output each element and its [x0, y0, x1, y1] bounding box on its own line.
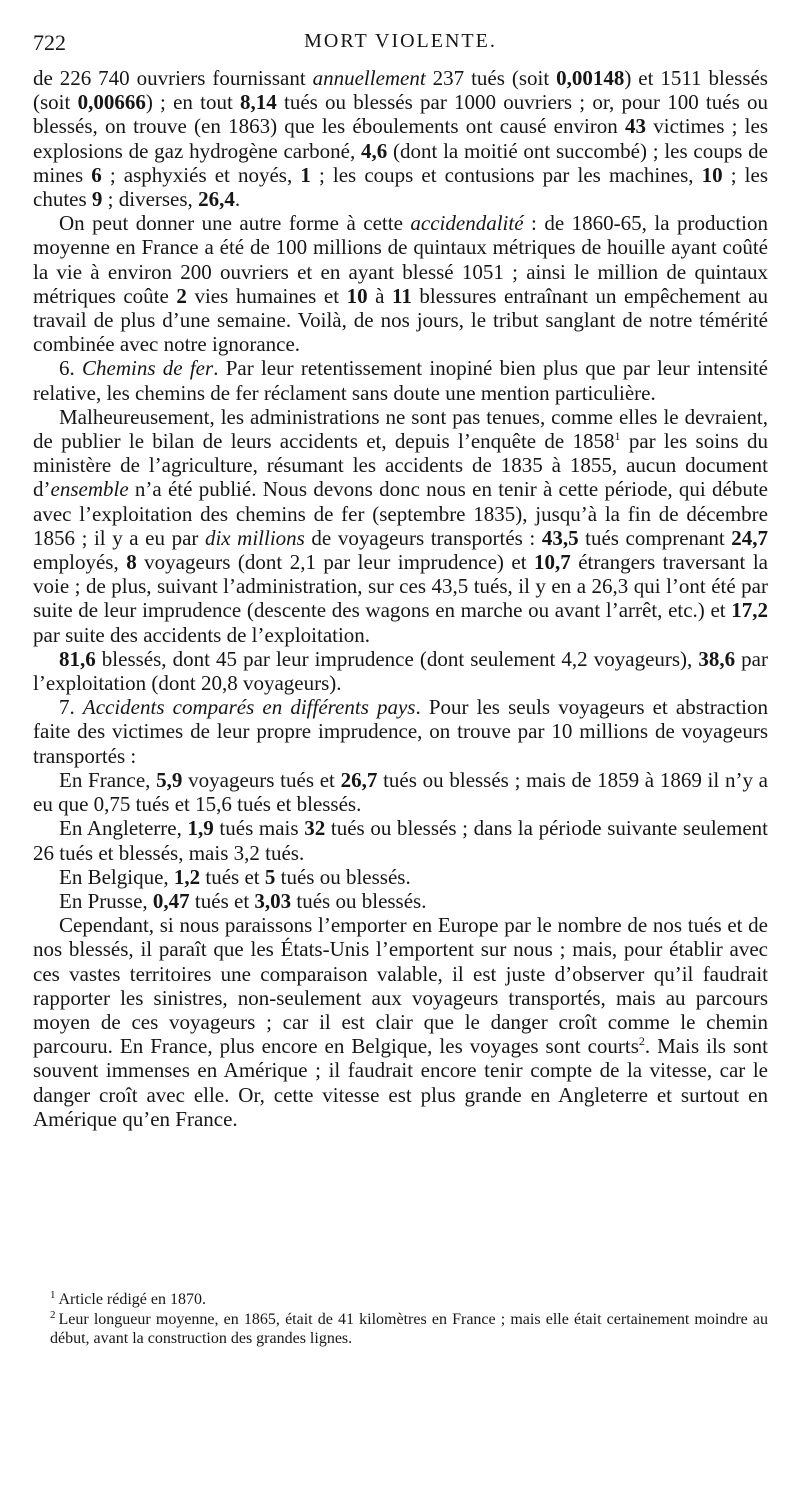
text-run: ) et 1511 blessés (soit — [33, 66, 768, 115]
text-run: 9 — [91, 187, 103, 212]
running-head: MORT VIOLENTE. — [304, 30, 497, 52]
text-run: voyageurs tués et — [182, 767, 341, 792]
text-run: tués mais — [213, 816, 305, 841]
text-run: n’a été publié. Nous devons donc nous en tenir à cette période, qui débute avec l’exploitation des chemins de fer (septembre 1835), jusqu’à la fin de décembre 1856 ; il y a eu par — [33, 477, 768, 550]
text-run: ) ; en tout — [145, 90, 241, 115]
text-run: 1,9 — [187, 816, 214, 841]
footnote-number: 2 — [50, 1308, 56, 1321]
text-run: ; les coups et contusions par les machines, — [310, 162, 702, 187]
text-run: à — [367, 283, 393, 308]
text-run: victimes ; les explosions de gaz hydrogène carboné, — [33, 114, 768, 163]
text-run: . Mais ils sont souvent immenses en Amérique ; il faudrait encore tenir compte de la vitesse, car le danger croît avec elle. Or, cette vitesse est plus grande en Angleterre et surtout en Amérique qu’en France. — [33, 1034, 768, 1131]
text-run: Accidents comparés en différents pays — [82, 695, 416, 720]
page-number: 722 — [33, 30, 66, 55]
footnotes — [50, 1290, 768, 1348]
text-run: . — [234, 187, 241, 212]
footnote-text: Leur longueur moyenne, en 1865, était de 41 kilomètres en France ; mais elle était certainement moindre au début, avant la construction des grandes lignes. — [50, 1311, 768, 1347]
paragraph — [33, 768, 768, 816]
paragraph — [33, 865, 768, 889]
text-run: 10 — [701, 162, 723, 187]
text-run: ; diverses, — [102, 187, 199, 212]
text-run: annuellement — [312, 66, 426, 90]
text-run: 1,2 — [173, 864, 201, 889]
text-run: blessures entraînant un empêchement au travail de plus d’une semaine. Voilà, de nos jours, le tribut sanglant de notre témérité combinée avec notre ignorance. — [33, 283, 769, 357]
text-run: dix millions — [204, 525, 305, 550]
text-run: En Prusse, — [59, 888, 153, 913]
text-run: tués et — [200, 864, 265, 889]
footnote-ref: 2 — [638, 1034, 645, 1049]
text-run: ensemble — [50, 477, 129, 502]
text-run: 43 — [625, 114, 647, 139]
paragraph — [33, 356, 768, 404]
body-text — [33, 66, 768, 1131]
text-run: 0,47 — [152, 888, 190, 913]
text-run: : de 1860-65, la production moyenne en France a été de 100 millions de quintaux métriques de houille ayant coûté la vie à environ 200 ouvriers et en ayant blessé 1051 ; ainsi le million de quintaux métriques coûte — [33, 211, 768, 308]
footnote — [50, 1290, 768, 1309]
text-run: 5 — [264, 864, 276, 889]
text-run: tués ou blessés ; mais de 1859 à 1869 il n’y a eu que 0,75 tués et 15,6 tués et blessés. — [33, 767, 768, 817]
paragraph — [33, 913, 768, 1131]
text-run: ; asphyxiés et noyés, — [101, 162, 301, 187]
text-run: En Angleterre, — [59, 816, 188, 841]
text-run: tués ou blessés. — [275, 864, 411, 889]
text-run: tués ou blessés ; dans la période suivante seulement 26 tués et blessés, mais 3,2 tués. — [33, 816, 768, 865]
text-run: voyageurs (dont 2,1 par leur imprudence) et — [136, 550, 534, 575]
text-run: 6. — [59, 356, 83, 381]
text-run: 17,2 — [731, 598, 768, 623]
text-run: par l’exploitation (dont 20,8 voyageurs). — [33, 646, 768, 696]
paragraph — [33, 695, 768, 768]
text-run: tués et — [189, 888, 255, 913]
text-run: (dont la moitié ont succombé) ; les coups de mines — [33, 138, 769, 187]
text-run: Chemins de fer — [82, 356, 214, 381]
page-header — [33, 30, 768, 60]
text-run: tués comprenant — [578, 525, 732, 550]
paragraph — [33, 405, 768, 647]
text-run: accidendalité — [410, 211, 524, 236]
paragraph — [33, 66, 768, 211]
text-run: En Belgique, — [59, 864, 174, 889]
text-run: 26,4 — [198, 187, 235, 212]
text-run: 1 — [300, 162, 311, 187]
text-run: . Pour les seuls voyageurs et abstraction faite des victimes de leur propre imprudence, on trouve par 10 millions de voyageurs transportés : — [33, 695, 769, 768]
paragraph — [33, 889, 768, 913]
paragraph — [33, 816, 768, 864]
text-run: 11 — [392, 283, 412, 308]
text-run: 4,6 — [360, 138, 388, 163]
text-run: 3,03 — [254, 888, 292, 913]
text-run: ; les chutes — [33, 162, 768, 212]
text-run: 43,5 — [541, 525, 579, 550]
footnote-text: Article rédigé en 1870. — [58, 1291, 206, 1308]
text-run: 24,7 — [731, 525, 768, 550]
text-run: 8 — [126, 550, 137, 575]
footnote — [50, 1310, 768, 1348]
text-run: 0,00148 — [556, 66, 625, 90]
footnote-ref: 1 — [614, 429, 621, 444]
text-run: 38,6 — [698, 646, 736, 671]
text-run: Malheureusement, les administrations ne sont pas tenues, comme elles le devraient, de publier le bilan de leurs accidents et, depuis l’enquête de 1858 — [33, 404, 768, 454]
text-run: 237 tués (soit — [425, 66, 557, 90]
paragraph — [33, 211, 768, 356]
text-run: 2 — [176, 283, 187, 308]
text-run: . Par leur retentissement inopiné bien plus que par leur intensité relative, les chemins de fer réclament sans doute une mention particulière. — [33, 356, 769, 405]
text-run: On peut donner une autre forme à cette — [59, 211, 411, 236]
text-run: 8,14 — [240, 90, 277, 115]
text-run: par les soins du ministère de l’agriculture, résumant les accidents de 1835 à 1855, aucun document d’ — [33, 429, 768, 502]
text-run: 6 — [91, 162, 102, 187]
text-run: de voyageurs transportés : — [304, 525, 542, 550]
text-run: 81,6 — [59, 646, 96, 671]
text-run: étrangers traversant la voie ; de plus, suivant l’administration, sur ces 43,5 tués, il y en a 26,3 qui l’ont été par suite de leur imprudence (descente des wagons en marche ou avant l’arrêt, etc.) et — [33, 550, 769, 623]
text-run: 5,9 — [156, 767, 183, 792]
text-run: 32 — [304, 816, 326, 841]
text-run: employés, — [33, 550, 127, 575]
footnote-number: 1 — [50, 1288, 56, 1301]
text-run: En France, — [59, 767, 157, 792]
text-run: par suite des accidents de l’exploitation. — [33, 622, 371, 647]
paragraph — [33, 647, 768, 695]
text-run: 10 — [346, 283, 368, 308]
text-run: vies humaines et — [186, 283, 347, 308]
text-run: Cependant, si nous paraissons l’emporter en Europe par le nombre de nos tués et de nos blessés, il paraît que les États-Unis l’emportent sur nous ; mais, pour établir avec ces vastes territoires une comparaison valable, il est juste d’observer qu’il faudrait rapporter les sinistres, non-seulement aux voyageurs transportés, mais au parcours moyen de ces voyageurs ; car il est clair que le danger croît comme le chemin parcouru. En France, plus encore en Belgique, les voyages sont courts — [33, 913, 768, 1059]
text-run: 0,00666 — [77, 90, 146, 115]
text-run: 7. — [59, 695, 83, 720]
text-run: 10,7 — [533, 550, 571, 575]
text-run: de 226 740 ouvriers fournissant — [33, 66, 313, 90]
text-run: blessés, dont 45 par leur imprudence (dont seulement 4,2 voyageurs), — [95, 646, 699, 671]
text-run: 26,7 — [340, 767, 378, 792]
text-run: tués ou blessés par 1000 ouvriers ; or, pour 100 tués ou blessés, on trouve (en 1863) que les éboulements ont causé environ — [33, 90, 768, 139]
text-run: tués ou blessés. — [291, 888, 427, 913]
